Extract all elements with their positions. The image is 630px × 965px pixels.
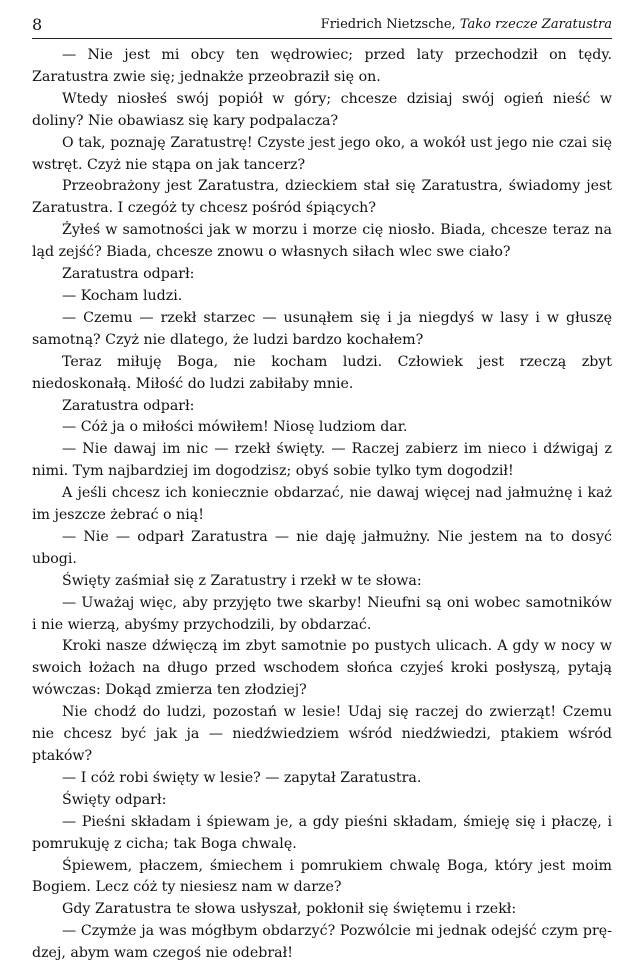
paragraph: Gdy Zaratustra te słowa usłyszał, pokłonił się świętemu i rzekł:: [62, 901, 517, 918]
paragraph: Zaratustra odparł:: [62, 397, 195, 414]
paragraph: Święty odparł:: [62, 791, 167, 808]
running-title: [321, 14, 612, 36]
paragraph: Kroki nasze dźwięczą im zbyt samotnie po pustych ulicach. A gdy w nocy w swoich łożach na długo przed wschodem słońca czyjeś kroki posłyszą, pytają wówczas: Dokąd zmierza ten złodziej?: [32, 638, 612, 699]
paragraph: — Cóż ja o miłości mówiłem! Niosę ludziom dar.: [62, 419, 408, 436]
paragraph: A jeśli chcesz ich koniecznie obdarzać, nie dawaj więcej nad jałmużnę i każ im jeszcze żebrać o nią!: [32, 485, 612, 524]
paragraph: — Czymże ja was mógłbym obdarzyć? Pozwólcie mi jednak odejść czym prędzej, abym wam czegoś nie odebrał!: [32, 923, 612, 962]
paragraph: O tak, poznaję Zaratustrę! Czyste jest jego oko, a wokół ust jego nie czai się wstręt. Czyż nie stąpa on jak tancerz?: [32, 134, 612, 173]
paragraph: Zaratustra odparł:: [62, 266, 195, 283]
body-text: [32, 45, 612, 965]
paragraph: Święty zaśmiał się z Zaratustry i rzekł w te słowa:: [62, 572, 422, 589]
paragraph: Śpiewem, płaczem, śmiechem i pomrukiem chwalę Boga, który jest moim Bogiem. Lecz cóż ty niesiesz nam w darze?: [32, 857, 612, 896]
page-number: 8: [32, 15, 43, 34]
paragraph: — Uważaj więc, aby przyjęto twe skarby! Nieufni są oni wobec samotników i nie wierzą, abyśmy przychodzili, by obdarzać.: [32, 594, 612, 633]
author-name: Friedrich Nietzsche,: [320, 17, 460, 32]
paragraph: Przeobrażony jest Zaratustra, dzieckiem stał się Zaratustra, świadomy jest Zaratustra. I czegóż ty chcesz pośród śpiących?: [32, 178, 612, 217]
paragraph: Żyłeś w samotności jak w morzu i morze cię niosło. Biada, chcesze teraz na ląd zejść? Biada, chcesze znowu o własnych siłach wlec swe ciało?: [32, 222, 612, 261]
paragraph: — Kocham ludzi.: [62, 287, 183, 304]
paragraph: — Nie jest mi obcy ten wędrowiec; przed laty przechodził on tędy. Zaratustra zwie się; jednakże przeobraził się on.: [32, 47, 612, 85]
paragraph: Nie chodź do ludzi, pozostań w lesie! Udaj się raczej do zwierząt! Czemu nie chcesz być jak ja — niedźwiedziem wśród niedźwiedzi, ptakiem wśród ptaków?: [32, 704, 612, 764]
paragraph: — Nie dawaj im nic — rzekł święty. — Raczej zabierz im nieco i dźwigaj z nimi. Tym najbardziej im dogodzisz; obyś sobie tylko tym dogodził!: [32, 441, 612, 480]
paragraph: — Pieśni składam i śpiewam je, a gdy pieśni składam, śmieję się i płaczę, i pomrukuję z cicha; tak Boga chwalę.: [32, 813, 612, 852]
paragraph: Teraz miłuję Boga, nie kocham ludzi. Człowiek jest rzeczą zbyt niedoskonałą. Miłość do ludzi zabiłaby mnie.: [32, 353, 612, 392]
paragraph: — Czemu — rzekł starzec — usunąłem się i ja niegdyś w lasy i w głuszę samotną? Czyż nie dlatego, że ludzi bardzo kochałem?: [32, 309, 612, 348]
running-header: [32, 14, 612, 36]
header-rule: [32, 38, 612, 39]
paragraph: Wtedy niosłeś swój popiół w góry; chcesze dzisiaj swój ogień nieść w doliny? Nie obawiasz się kary podpalacza?: [32, 90, 612, 129]
paragraph: — Nie — odparł Zaratustra — nie daję jałmużny. Nie jestem na to dosyć ubogi.: [32, 528, 612, 567]
paragraph: — I cóż robi święty w lesie? — zapytał Zaratustra.: [62, 769, 422, 786]
work-title: Tako rzecze Zaratustra: [459, 17, 612, 32]
